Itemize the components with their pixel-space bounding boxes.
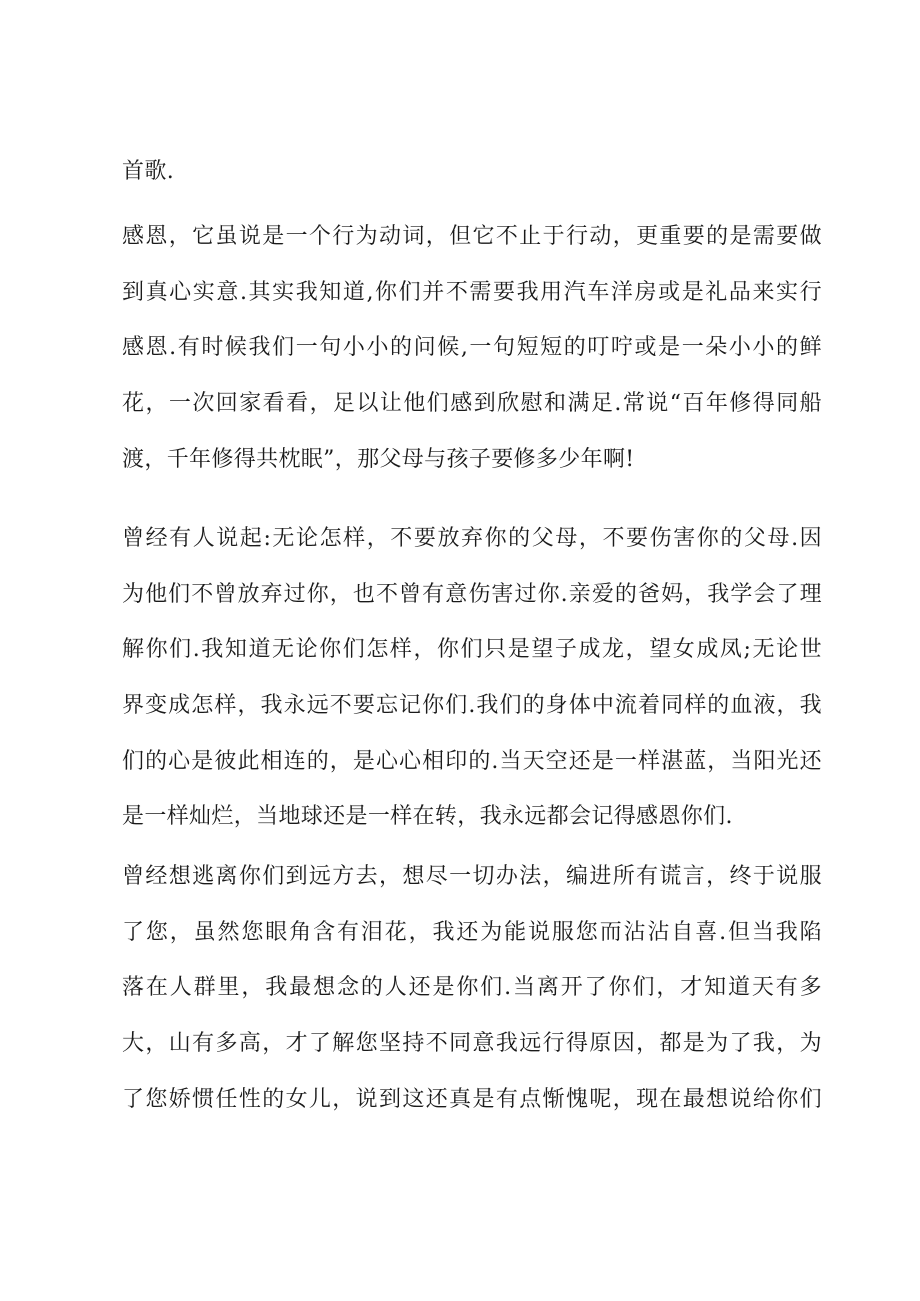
paragraph-gratitude [122,209,822,487]
text-line: 首歌. [122,159,175,184]
text-line: 了您娇惯任性的女儿，说到这还真是有点惭愧呢，现在最想说给你们 [122,1086,822,1112]
text-line: 曾经有人说起:无论怎样，不要放弃你的父母，不要伤害你的父母.因 [122,526,822,551]
text-line: 花，一次回家看看，足以让他们感到欣慰和满足.常说“百年修得同船 [122,391,822,417]
text-line: 界变成怎样，我永远不要忘记你们.我们的身体中流着同样的血液，我 [122,693,822,719]
paragraph-parents [122,511,822,845]
text-line: 渡，千年修得共枕眠”，那父母与孩子要修多少年啊! [122,446,635,472]
text-line: 大，山有多高，才了解您坚持不同意我远行得原因，都是为了我，为 [122,1031,822,1057]
text-line: 为他们不曾放弃过你，也不曾有意伤害过你.亲爱的爸妈，我学会了理 [122,581,822,607]
text-line: 落在人群里，我最想念的人还是你们.当离开了你们，才知道天有多 [122,975,822,1001]
text-line: 们的心是彼此相连的，是心心相印的.当天空还是一样湛蓝，当阳光还 [122,748,822,774]
text-line: 到真心实意.其实我知道,你们并不需要我用汽车洋房或是礼品来实行 [122,279,822,305]
text-line: 了您，虽然您眼角含有泪花，我还为能说服您而沾沾自喜.但当我陷 [122,919,822,945]
text-line: 曾经想逃离你们到远方去，想尽一切办法，编进所有谎言，终于说服 [122,864,822,889]
text-line: 是一样灿烂，当地球还是一样在转，我永远都会记得感恩你们. [122,804,733,830]
paragraph-continuation [122,144,822,200]
text-line: 解你们.我知道无论你们怎样，你们只是望子成龙，望女成凤;无论世 [122,637,822,663]
text-line: 感恩，它虽说是一个行为动词，但它不止于行动，更重要的是需要做 [122,224,822,249]
paragraph-leaving-home [122,849,822,1127]
text-line: 感恩.有时候我们一句小小的问候,一句短短的叮咛或是一朵小小的鲜 [122,335,822,361]
